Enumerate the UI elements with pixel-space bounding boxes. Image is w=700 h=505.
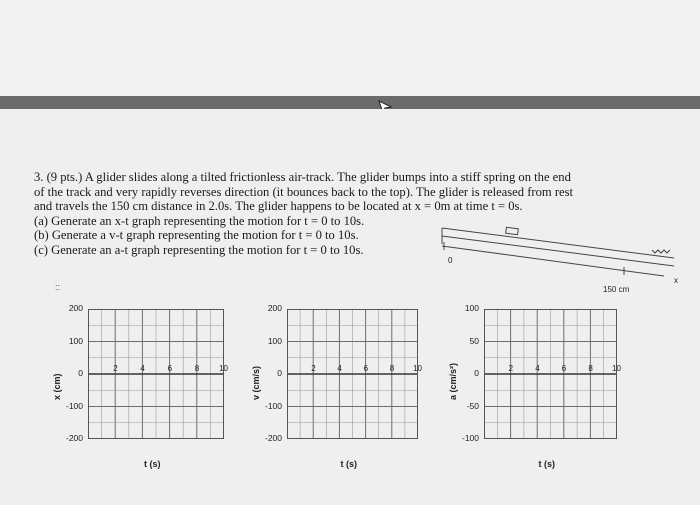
v-t-x-axis-title: t (s) xyxy=(340,459,357,469)
problem-line-2: of the track and very rapidly reverses direction (it bounces back to the top). The glider is released from rest xyxy=(34,184,574,199)
problem-line-1: 3. (9 pts.) A glider slides along a tilted frictionless air-track. The glider bumps into a stiff spring on the end xyxy=(34,170,571,184)
v-t-x-tick-label: 4 xyxy=(337,364,342,373)
track-top-edge xyxy=(442,228,674,258)
v-t-y-axis-title: v (cm/s) xyxy=(251,365,261,400)
stray-marks: :: xyxy=(55,282,61,292)
a-t-graph[interactable] xyxy=(484,309,617,439)
glider xyxy=(506,227,519,234)
x-t-x-axis-title: t (s) xyxy=(144,459,161,469)
v-t-y-tick-label: 200 xyxy=(267,303,282,313)
air-track-drawing xyxy=(438,222,683,297)
x-t-y-tick-label: 100 xyxy=(68,335,83,346)
spring-icon xyxy=(652,250,670,253)
part-b: (b) Generate a v-t graph representing the motion for t = 0 to 10s. xyxy=(34,228,359,242)
v-t-y-tick-label: -100 xyxy=(264,400,282,411)
a-t-x-axis-title: t (s) xyxy=(538,459,555,469)
track-zero-label: 0 xyxy=(448,256,453,265)
x-t-x-tick-label: 10 xyxy=(219,364,228,373)
part-c: (c) Generate an a-t graph representing the motion for t = 0 to 10s. xyxy=(34,242,364,257)
a-t-x-tick-label: 6 xyxy=(561,364,567,373)
a-t-y-tick-label: -50 xyxy=(466,400,479,411)
x-t-x-tick-label: 4 xyxy=(140,364,145,373)
a-t-y-tick-label: -100 xyxy=(461,433,479,443)
a-t-y-axis-title: a (cm/s²) xyxy=(448,362,458,400)
a-t-x-tick-label: 2 xyxy=(508,364,514,373)
x-t-y-tick-label: 200 xyxy=(68,303,83,313)
worksheet-paper xyxy=(0,109,700,505)
v-t-y-tick-label: -200 xyxy=(264,433,282,443)
x-t-y-tick-label: -200 xyxy=(65,433,83,443)
v-t-grid[interactable] xyxy=(287,309,418,439)
viewer-toolbar-strip xyxy=(0,96,700,109)
x-t-graph[interactable] xyxy=(88,309,224,439)
x-t-y-tick-label: 0 xyxy=(78,368,83,378)
air-track-diagram xyxy=(438,222,683,297)
v-t-graph[interactable] xyxy=(287,309,418,439)
part-a: (a) Generate an x-t graph representing the motion for t = 0 to 10s. xyxy=(34,213,365,228)
a-t-x-tick-label: 4 xyxy=(535,364,540,373)
v-t-x-tick-label: 6 xyxy=(363,364,369,373)
track-distance-label: 150 cm xyxy=(603,285,630,294)
v-t-x-tick-label: 2 xyxy=(311,364,316,373)
v-t-x-tick-label: 8 xyxy=(389,364,395,373)
a-t-x-tick-label: 8 xyxy=(588,364,593,373)
problem-line-3: and travels the 150 cm distance in 2.0s. The glider happens to be located at x = 0m at time t = 0s. xyxy=(34,199,523,213)
a-t-y-tick-label: 100 xyxy=(464,303,479,313)
v-t-y-tick-label: 0 xyxy=(277,368,282,378)
x-t-x-tick-label: 2 xyxy=(113,364,118,373)
v-t-x-tick-label: 10 xyxy=(413,364,422,373)
x-t-grid[interactable] xyxy=(88,309,224,439)
a-t-grid[interactable] xyxy=(484,309,617,439)
x-t-x-tick-label: 6 xyxy=(167,364,173,373)
v-t-y-tick-label: 100 xyxy=(267,335,282,346)
x-t-x-tick-label: 8 xyxy=(194,364,200,373)
a-t-y-tick-label: 0 xyxy=(474,368,479,378)
x-t-y-tick-label: -100 xyxy=(65,400,83,411)
track-x-label: x xyxy=(674,276,678,285)
a-t-x-tick-label: 10 xyxy=(612,364,621,373)
a-t-y-tick-label: 50 xyxy=(469,335,479,346)
x-t-y-axis-title: x (cm) xyxy=(52,373,62,400)
screen-top-area xyxy=(0,0,700,96)
